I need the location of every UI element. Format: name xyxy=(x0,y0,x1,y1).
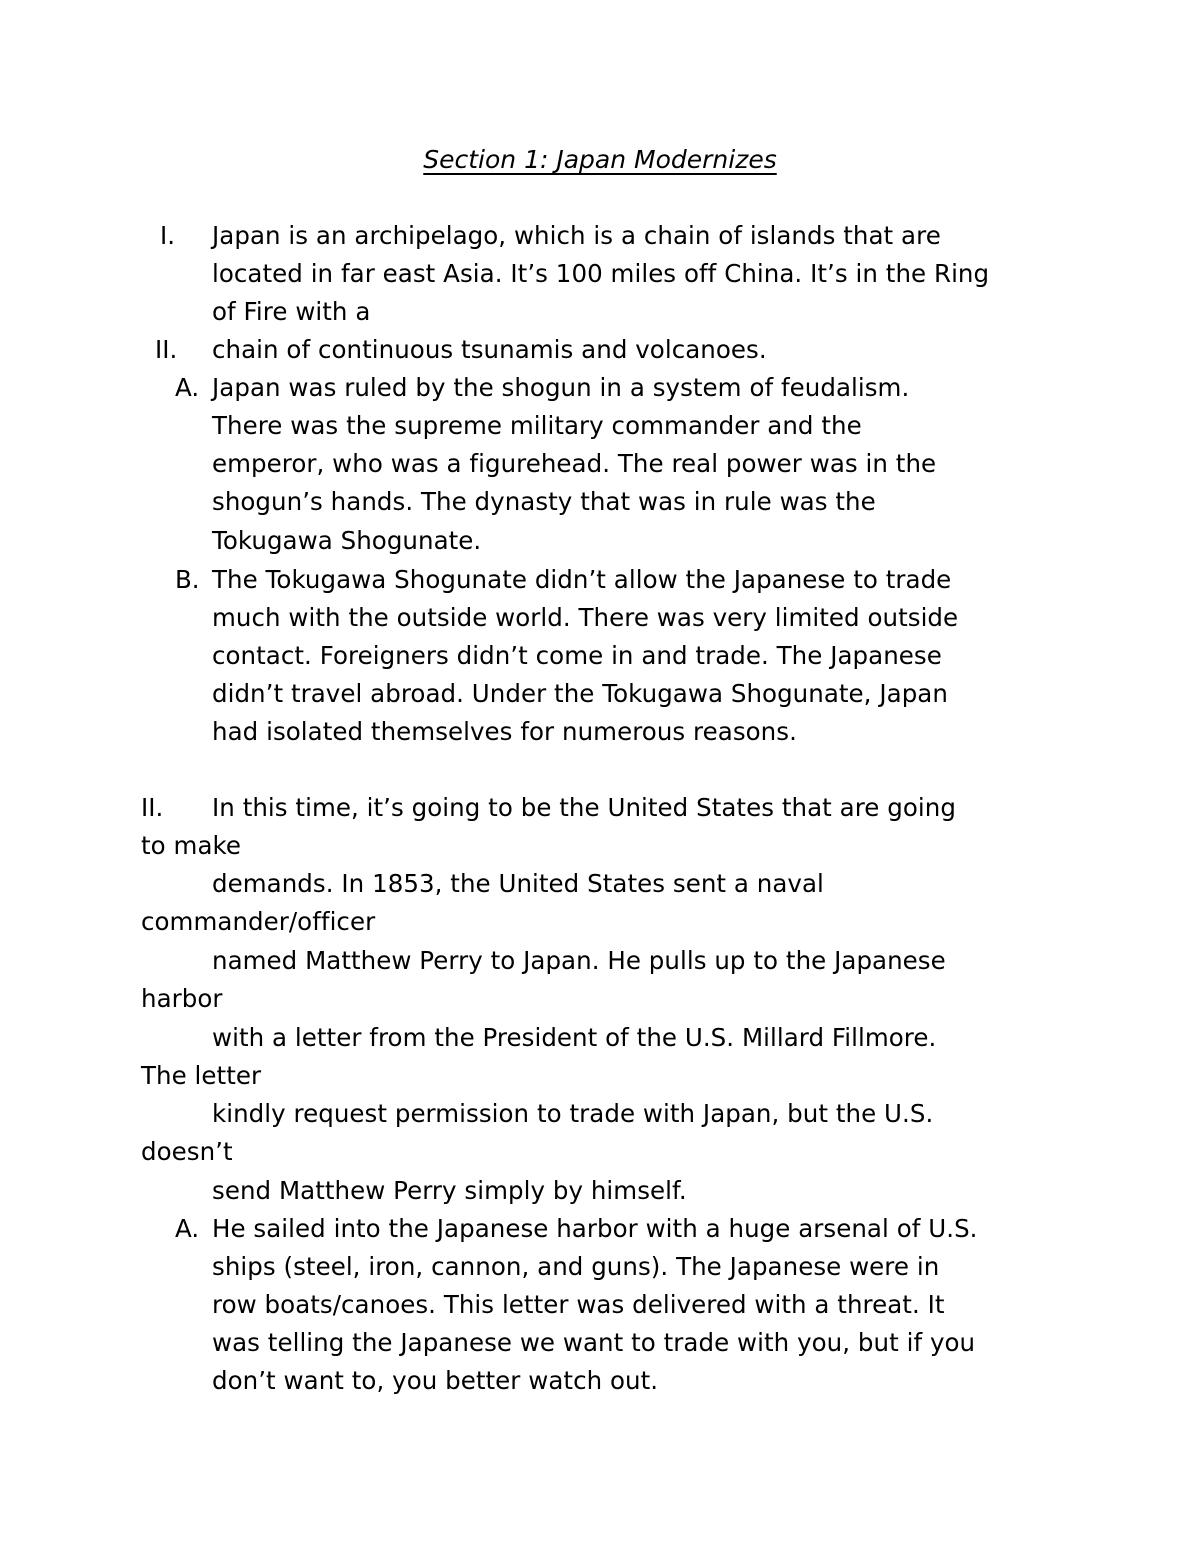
text-line: ships (steel, iron, cannon, and guns). The Japanese were in xyxy=(212,1252,940,1281)
text-line: There was the supreme military commander and the xyxy=(212,411,862,440)
text-line: Japan was ruled by the shogun in a system of feudalism. xyxy=(212,373,910,402)
outline-marker-letter-b: B. xyxy=(175,565,200,594)
text-line: kindly request permission to trade with Japan, but the U.S. xyxy=(212,1099,934,1128)
text-line: of Fire with a xyxy=(212,297,371,326)
text-line: harbor xyxy=(141,984,223,1013)
text-line: doesn’t xyxy=(141,1137,233,1166)
text-line: was telling the Japanese we want to trade with you, but if you xyxy=(212,1328,976,1357)
outline-marker-letter-a: A. xyxy=(175,373,200,402)
text-line: had isolated themselves for numerous reasons. xyxy=(212,717,797,746)
text-line: demands. In 1853, the United States sent a naval xyxy=(212,869,824,898)
text-line: much with the outside world. There was very limited outside xyxy=(212,603,959,632)
text-line: located in far east Asia. It’s 100 miles off China. It’s in the Ring xyxy=(212,259,990,288)
text-line: named Matthew Perry to Japan. He pulls up to the Japanese xyxy=(212,946,946,975)
text-line: The letter xyxy=(141,1061,262,1090)
text-line: don’t want to, you better watch out. xyxy=(212,1366,659,1395)
text-line: He sailed into the Japanese harbor with a huge arsenal of U.S. xyxy=(212,1214,978,1243)
text-line: to make xyxy=(141,831,242,860)
text-line: The Tokugawa Shogunate didn’t allow the Japanese to trade xyxy=(212,565,952,594)
text-line: contact. Foreigners didn’t come in and trade. The Japanese xyxy=(212,641,942,670)
text-line: send Matthew Perry simply by himself. xyxy=(212,1176,687,1205)
text-line: shogun’s hands. The dynasty that was in rule was the xyxy=(212,487,876,516)
outline-marker-roman-1: I. xyxy=(160,221,176,250)
text-line: emperor, who was a figurehead. The real power was in the xyxy=(212,449,937,478)
text-line: Tokugawa Shogunate. xyxy=(212,526,482,555)
text-line: row boats/canoes. This letter was delivered with a threat. It xyxy=(212,1290,945,1319)
outline-marker-roman-2: II. xyxy=(141,793,164,822)
text-line: chain of continuous tsunamis and volcanoes. xyxy=(212,335,767,364)
text-line: In this time, it’s going to be the United States that are going xyxy=(212,793,956,822)
text-line: didn’t travel abroad. Under the Tokugawa Shogunate, Japan xyxy=(212,679,948,708)
text-line: Japan is an archipelago, which is a chain of islands that are xyxy=(212,221,941,250)
text-line: commander/officer xyxy=(141,907,376,936)
outline-marker-roman-2: II. xyxy=(155,335,178,364)
page-title: Section 1: Japan Modernizes xyxy=(423,145,777,174)
outline-marker-letter-a: A. xyxy=(175,1214,200,1243)
text-line: with a letter from the President of the U.S. Millard Fillmore. xyxy=(212,1023,937,1052)
